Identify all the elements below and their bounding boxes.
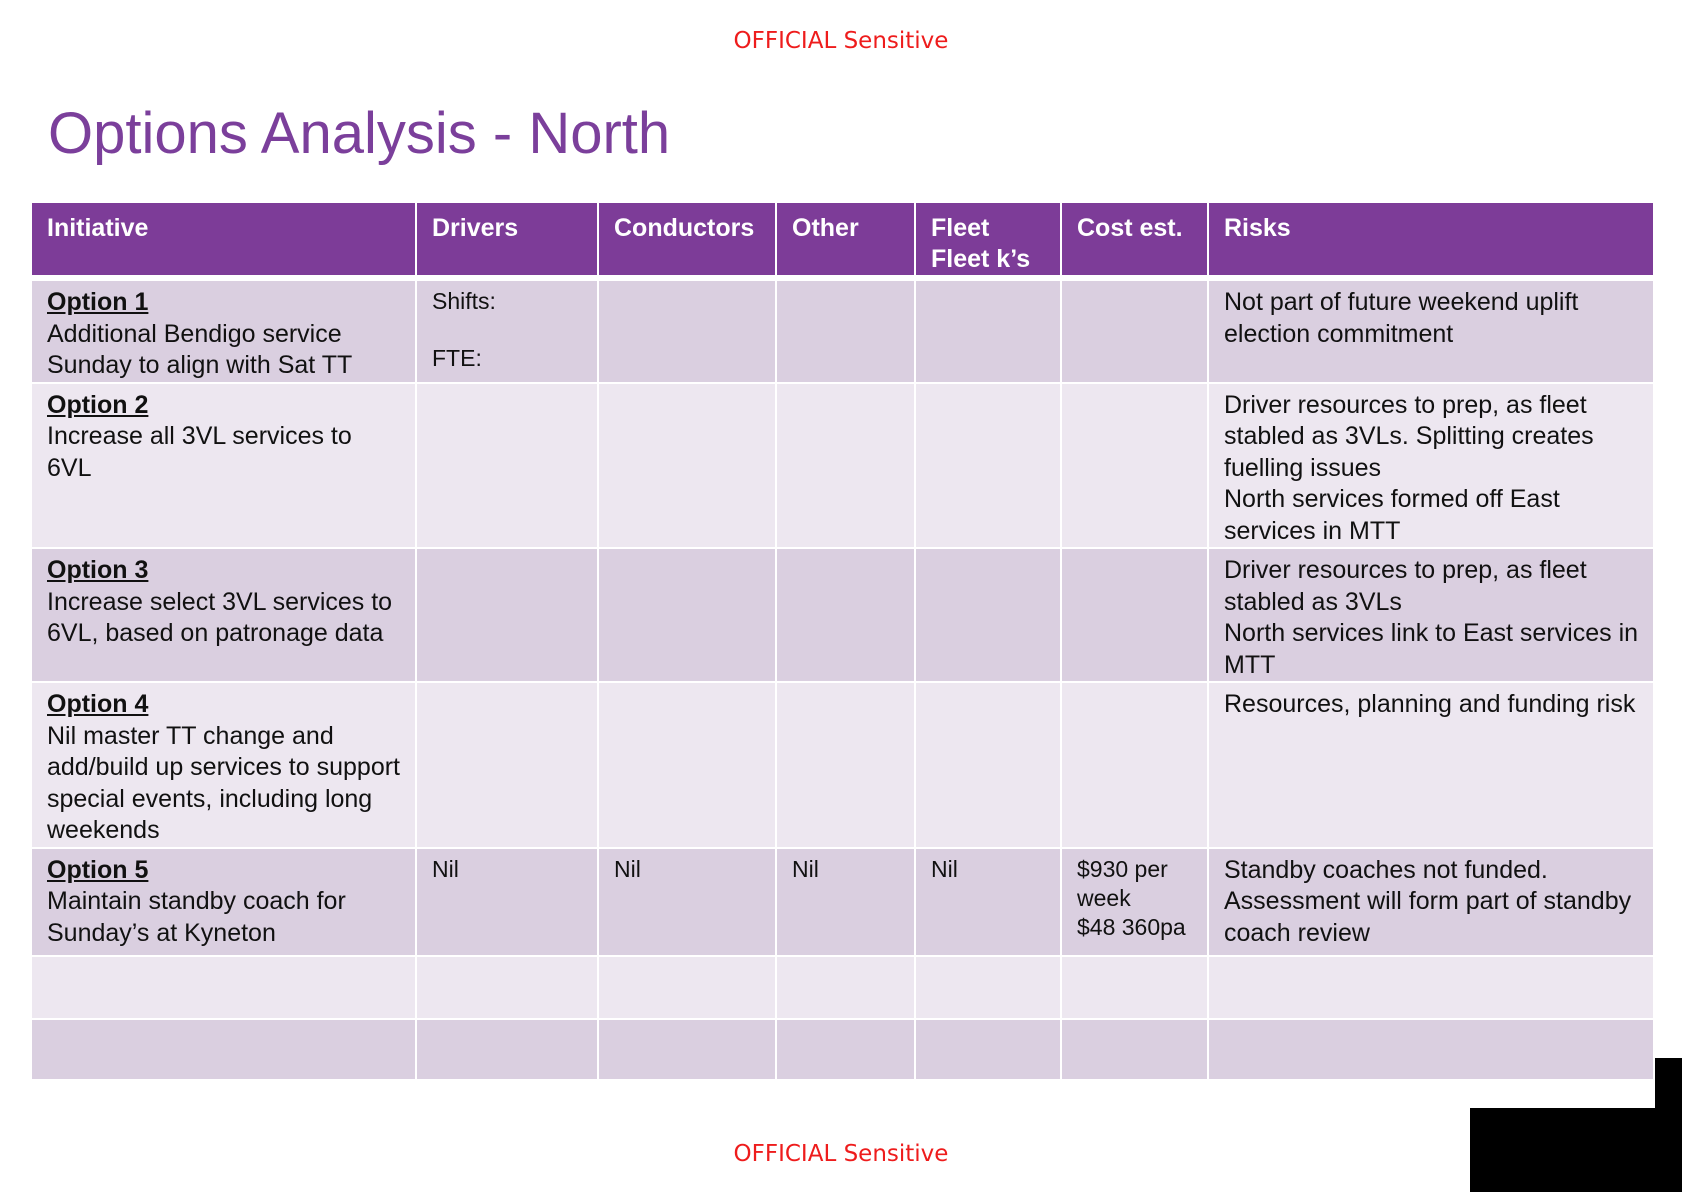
other-cell: Nil	[776, 848, 915, 956]
empty-cell	[1208, 1019, 1653, 1080]
empty-cell	[416, 1019, 598, 1080]
header-fleet	[915, 203, 1061, 278]
page-title: Options Analysis - North	[48, 101, 671, 166]
risks-cell	[1208, 548, 1653, 682]
drivers-cell	[416, 548, 598, 682]
empty-cell	[1208, 956, 1653, 1019]
risk-text: Standby coaches not funded. Assessment will form part of standby coach review	[1224, 855, 1632, 947]
option-description: Increase all 3VL services to 6VL	[47, 422, 352, 482]
option-title: Option 1	[47, 288, 149, 316]
risks-cell	[1208, 383, 1653, 549]
classification-label-top: OFFICIAL Sensitive	[733, 28, 949, 54]
cost-weekly: $930 per week	[1077, 855, 1168, 911]
option-title: Option 4	[47, 690, 149, 718]
options-table	[32, 203, 1653, 1081]
table-row-empty	[32, 1019, 1653, 1080]
empty-cell	[1061, 1019, 1208, 1080]
drivers-cell	[416, 383, 598, 549]
initiative-cell	[32, 278, 416, 383]
other-cell	[776, 278, 915, 383]
initiative-cell	[32, 383, 416, 549]
option-description: Nil master TT change and add/build up services to support special events, including long weekends	[47, 721, 400, 844]
empty-cell	[416, 956, 598, 1019]
risks-cell	[1208, 682, 1653, 848]
table-header-row	[32, 203, 1653, 278]
empty-cell	[32, 1019, 416, 1080]
risks-cell	[1208, 278, 1653, 383]
option-description: Maintain standby coach for Sunday’s at Kyneton	[47, 887, 346, 947]
cost-cell	[1061, 383, 1208, 549]
other-cell	[776, 383, 915, 549]
option-title: Option 5	[47, 855, 149, 884]
conductors-cell	[598, 548, 776, 682]
initiative-cell	[32, 548, 416, 682]
empty-cell	[1061, 956, 1208, 1019]
initiative-cell	[32, 682, 416, 848]
table-row	[32, 278, 1653, 383]
cost-cell	[1061, 848, 1208, 956]
fleet-cell: Nil	[915, 848, 1061, 956]
fleet-cell	[915, 548, 1061, 682]
other-cell	[776, 682, 915, 848]
empty-cell	[776, 1019, 915, 1080]
header-initiative: Initiative	[32, 203, 416, 278]
empty-cell	[598, 956, 776, 1019]
other-cell	[776, 548, 915, 682]
empty-cell	[32, 956, 416, 1019]
classification-label-bottom: OFFICIAL Sensitive	[733, 1141, 949, 1167]
header-fleet-ks-label: Fleet k’s	[931, 245, 1031, 273]
table-row	[32, 848, 1653, 956]
header-drivers: Drivers	[416, 203, 598, 278]
drivers-cell	[416, 848, 598, 956]
header-other: Other	[776, 203, 915, 278]
empty-cell	[776, 956, 915, 1019]
initiative-cell	[32, 848, 416, 956]
risk-text: North services formed off East services in MTT	[1224, 485, 1560, 545]
fleet-cell	[915, 383, 1061, 549]
drivers-cell	[416, 278, 598, 383]
table-row	[32, 548, 1653, 682]
cost-cell	[1061, 548, 1208, 682]
fleet-cell	[915, 682, 1061, 848]
option-description: Additional Bendigo service Sunday to align with Sat TT	[47, 319, 353, 379]
header-fleet-label: Fleet	[931, 214, 990, 242]
empty-cell	[915, 1019, 1061, 1080]
risk-text: Resources, planning and funding risk	[1224, 690, 1636, 718]
risk-text: Not part of future weekend uplift election commitment	[1224, 288, 1579, 348]
empty-cell	[598, 1019, 776, 1080]
drivers-shifts-label: Shifts:	[432, 288, 496, 314]
option-title: Option 3	[47, 556, 149, 584]
table-row	[32, 682, 1653, 848]
risk-text: Driver resources to prep, as fleet stabled as 3VLs	[1224, 556, 1587, 616]
header-risks: Risks	[1208, 203, 1653, 278]
conductors-cell	[598, 682, 776, 848]
table-row-empty	[32, 956, 1653, 1019]
option-title: Option 2	[47, 390, 149, 419]
drivers-value: Nil	[432, 855, 459, 882]
header-conductors: Conductors	[598, 203, 776, 278]
risks-cell	[1208, 848, 1653, 956]
cost-cell	[1061, 278, 1208, 383]
table-row	[32, 383, 1653, 549]
risk-text: Driver resources to prep, as fleet stabled as 3VLs. Splitting creates fuelling issues	[1224, 390, 1594, 482]
conductors-cell: Nil	[598, 848, 776, 956]
drivers-fte-label: FTE:	[432, 345, 482, 371]
conductors-cell	[598, 278, 776, 383]
drivers-cell	[416, 682, 598, 848]
fleet-cell	[915, 278, 1061, 383]
empty-cell	[915, 956, 1061, 1019]
risk-text: North services link to East services in MTT	[1224, 619, 1639, 679]
header-cost-est: Cost est.	[1061, 203, 1208, 278]
conductors-cell	[598, 383, 776, 549]
redaction-block	[1655, 1058, 1682, 1108]
cost-cell	[1061, 682, 1208, 848]
option-description: Increase select 3VL services to 6VL, based on patronage data	[47, 587, 393, 647]
cost-annual: $48 360pa	[1077, 913, 1186, 940]
